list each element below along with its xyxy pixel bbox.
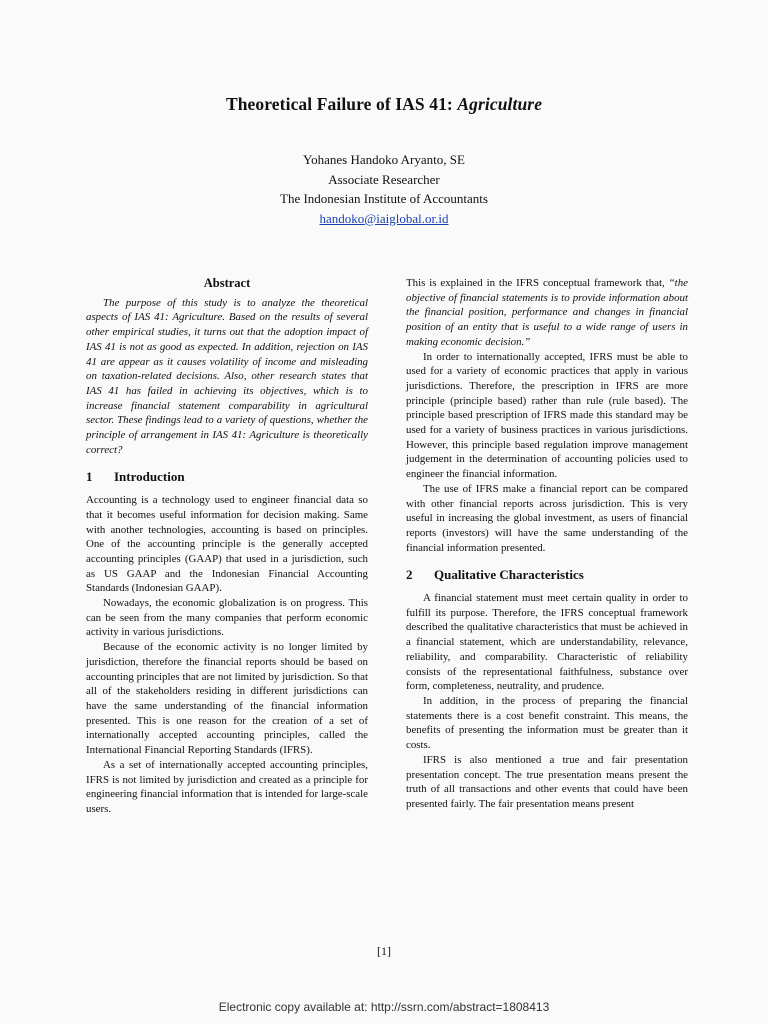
author-block	[0, 150, 768, 228]
framework-quote: “the objective of financial statements is to provide information about the financial position, performance and changes in financial position of an entity that is useful to a wide range of users in making economic decision.”	[406, 277, 688, 348]
title-main: Theoretical Failure of IAS 41:	[225, 94, 458, 114]
author-role: Associate Researcher	[328, 171, 440, 187]
abstract-text: The purpose of this study is to analyze the theoretical aspects of IAS 41: Agriculture. Based on the results of several other empirical studies, it turns out that the adoption impact of IAS 41 is not as good as expected. In addition, rejection on IAS 41 are appear as it causes volatility of income and misleading on taxation-related decisions. Also, other research states that IAS 41 has failed in achieving its objectives, which is to increase financial statement comparability in agricultural sector. These findings lead to a variety of questions, whether the principle of arrangement in IAS 41: Agriculture is theoretically correct?	[86, 296, 368, 456]
paragraph: The use of IFRS make a financial report can be compared with other financial reports across jurisdiction. This is very useful in increasing the global investment, as users of financial reports (investors) will have the same understanding of the financial information presented.	[406, 482, 688, 554]
paragraph: Because of the economic activity is no longer limited by jurisdiction, therefore the financial reports should be based on accounting principles that are not limited by jurisdiction. So that all of the stakeholders residing in different jurisdictions can have the same understanding of the financial information presented. This is one reason for the creation of a set of internationally accepted accounting principles, called the International Financial Reporting Standards (IFRS).	[86, 641, 368, 757]
author-name: Yohanes Handoko Aryanto, SE	[303, 152, 465, 167]
section-number: 1	[86, 469, 93, 485]
paragraph: Nowadays, the economic globalization is on progress. This can be seen from the many companies that perform economic activity in various jurisdictions.	[86, 597, 368, 639]
section-heading-qualitative	[406, 568, 688, 583]
paragraph: IFRS is also mentioned a true and fair presentation presentation concept. The true presentation means present the truth of all transactions and other events that could have been presented fairly. The fair presentation means present	[406, 753, 688, 810]
author-affiliation: The Indonesian Institute of Accountants	[280, 191, 488, 206]
paragraph: A financial statement must meet certain quality in order to fulfill its purpose. Therefore, the IFRS conceptual framework described the qualitative characteristics that must be achieved in a financial statement, which are understandability, relevance, reliability, and comparability. Characteristic of reliability consists of the representational faithfulness, substance over form, completeness, neutrality, and prudence.	[406, 592, 688, 693]
paper-title	[0, 94, 768, 115]
paragraph	[406, 276, 688, 350]
paragraph: In order to internationally accepted, IFRS must be able to used for a variety of economic practices that apply in various jurisdictions. Therefore, the prescription in IFRS are more principle (principle based) rather than rule (rule based). The principle based prescription of IFRS made this standard may be used for a variety of business practices in various jurisdictions. However, this principle based regulation improve management judgement in the determination of accounting policies used to engineer the financial information.	[406, 350, 688, 481]
abstract-heading: Abstract	[203, 276, 251, 290]
lead-text: This is explained in the IFRS conceptual framework that,	[406, 277, 669, 289]
section-number: 2	[406, 567, 413, 583]
section-heading-introduction	[86, 470, 368, 485]
page-number: [1]	[377, 944, 391, 958]
paragraph: As a set of internationally accepted accounting principles, IFRS is not limited by jurisdiction and created as a principle for engineering financial information that is intended for large-scale users.	[86, 758, 368, 815]
section-title: Introduction	[114, 469, 185, 485]
left-column	[86, 276, 368, 817]
author-email-link[interactable]: handoko@iaiglobal.or.id	[319, 210, 449, 226]
title-italic: Agriculture	[457, 94, 543, 114]
section-title: Qualitative Characteristics	[434, 567, 584, 583]
paragraph: In addition, in the process of preparing the financial statements there is a cost benefit constraint. This means, the benefits of presenting the information must be greater than it costs.	[406, 694, 688, 752]
paragraph: Accounting is a technology used to engineer financial data so that it becomes useful information for decision making. Same with another technologies, accounting is based on principles. One of the accounting principle is the generally accepted accounting principles (GAAP) that used in a jurisdiction, such as US GAAP and the Indonesian Financial Accounting Standards (Indonesian GAAP).	[86, 494, 368, 595]
right-column	[406, 276, 688, 812]
ssrn-footer: Electronic copy available at: http://ssrn.com/abstract=1808413	[218, 1000, 550, 1014]
